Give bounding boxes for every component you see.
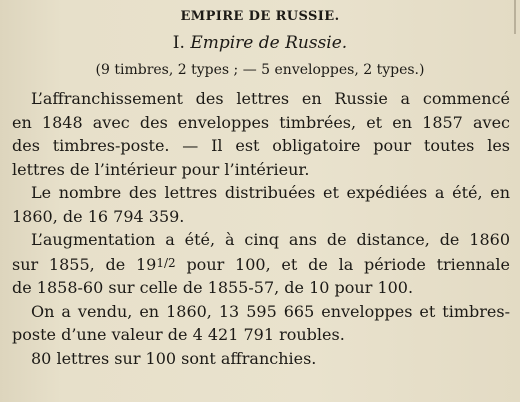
paragraph-line: On a vendu, en 1860, 13 595 665 enveloppes et timbres- — [31, 301, 510, 321]
section-number: I. — [172, 33, 185, 53]
paragraph-line: des timbres-poste. — Il est obligatoire pour toutes les — [12, 136, 510, 155]
running-head: EMPIRE DE RUSSIE. — [180, 9, 340, 24]
paragraph-line — [12, 252, 510, 277]
paragraph-line: 1860, de 16 794 359. — [12, 206, 185, 226]
fraction: 1/2 — [156, 255, 176, 270]
paragraph-line: 80 lettres sur 100 sont affranchies. — [31, 348, 317, 368]
paragraph-line: de 1858-60 sur celle de 1855-57, de 10 pour 100. — [12, 278, 414, 297]
text-segment: sur 1855, de 19 — [12, 254, 157, 274]
paragraph-line: poste d’une valeur de 4 421 791 roubles. — [12, 325, 345, 344]
paragraph-line: lettres de l’intérieur pour l’intérieur. — [12, 159, 310, 179]
text-segment: pour 100, et de la période triennale — [175, 254, 510, 274]
section-name: Empire de Russie. — [190, 33, 348, 53]
section-subtitle: (9 timbres, 2 types ; — 5 enveloppes, 2 types.) — [95, 62, 425, 78]
paragraph-line: Le nombre des lettres distribuées et expédiées a été, en — [31, 183, 510, 202]
body-text — [12, 87, 510, 370]
paragraph-line: L’augmentation a été, à cinq ans de distance, de 1860 — [31, 230, 510, 249]
section-title — [0, 33, 520, 53]
paragraph-line: en 1848 avec des enveloppes timbrées, et en 1857 avec — [12, 112, 510, 132]
paragraph-line: L’affranchissement des lettres en Russie a commencé — [31, 89, 510, 108]
